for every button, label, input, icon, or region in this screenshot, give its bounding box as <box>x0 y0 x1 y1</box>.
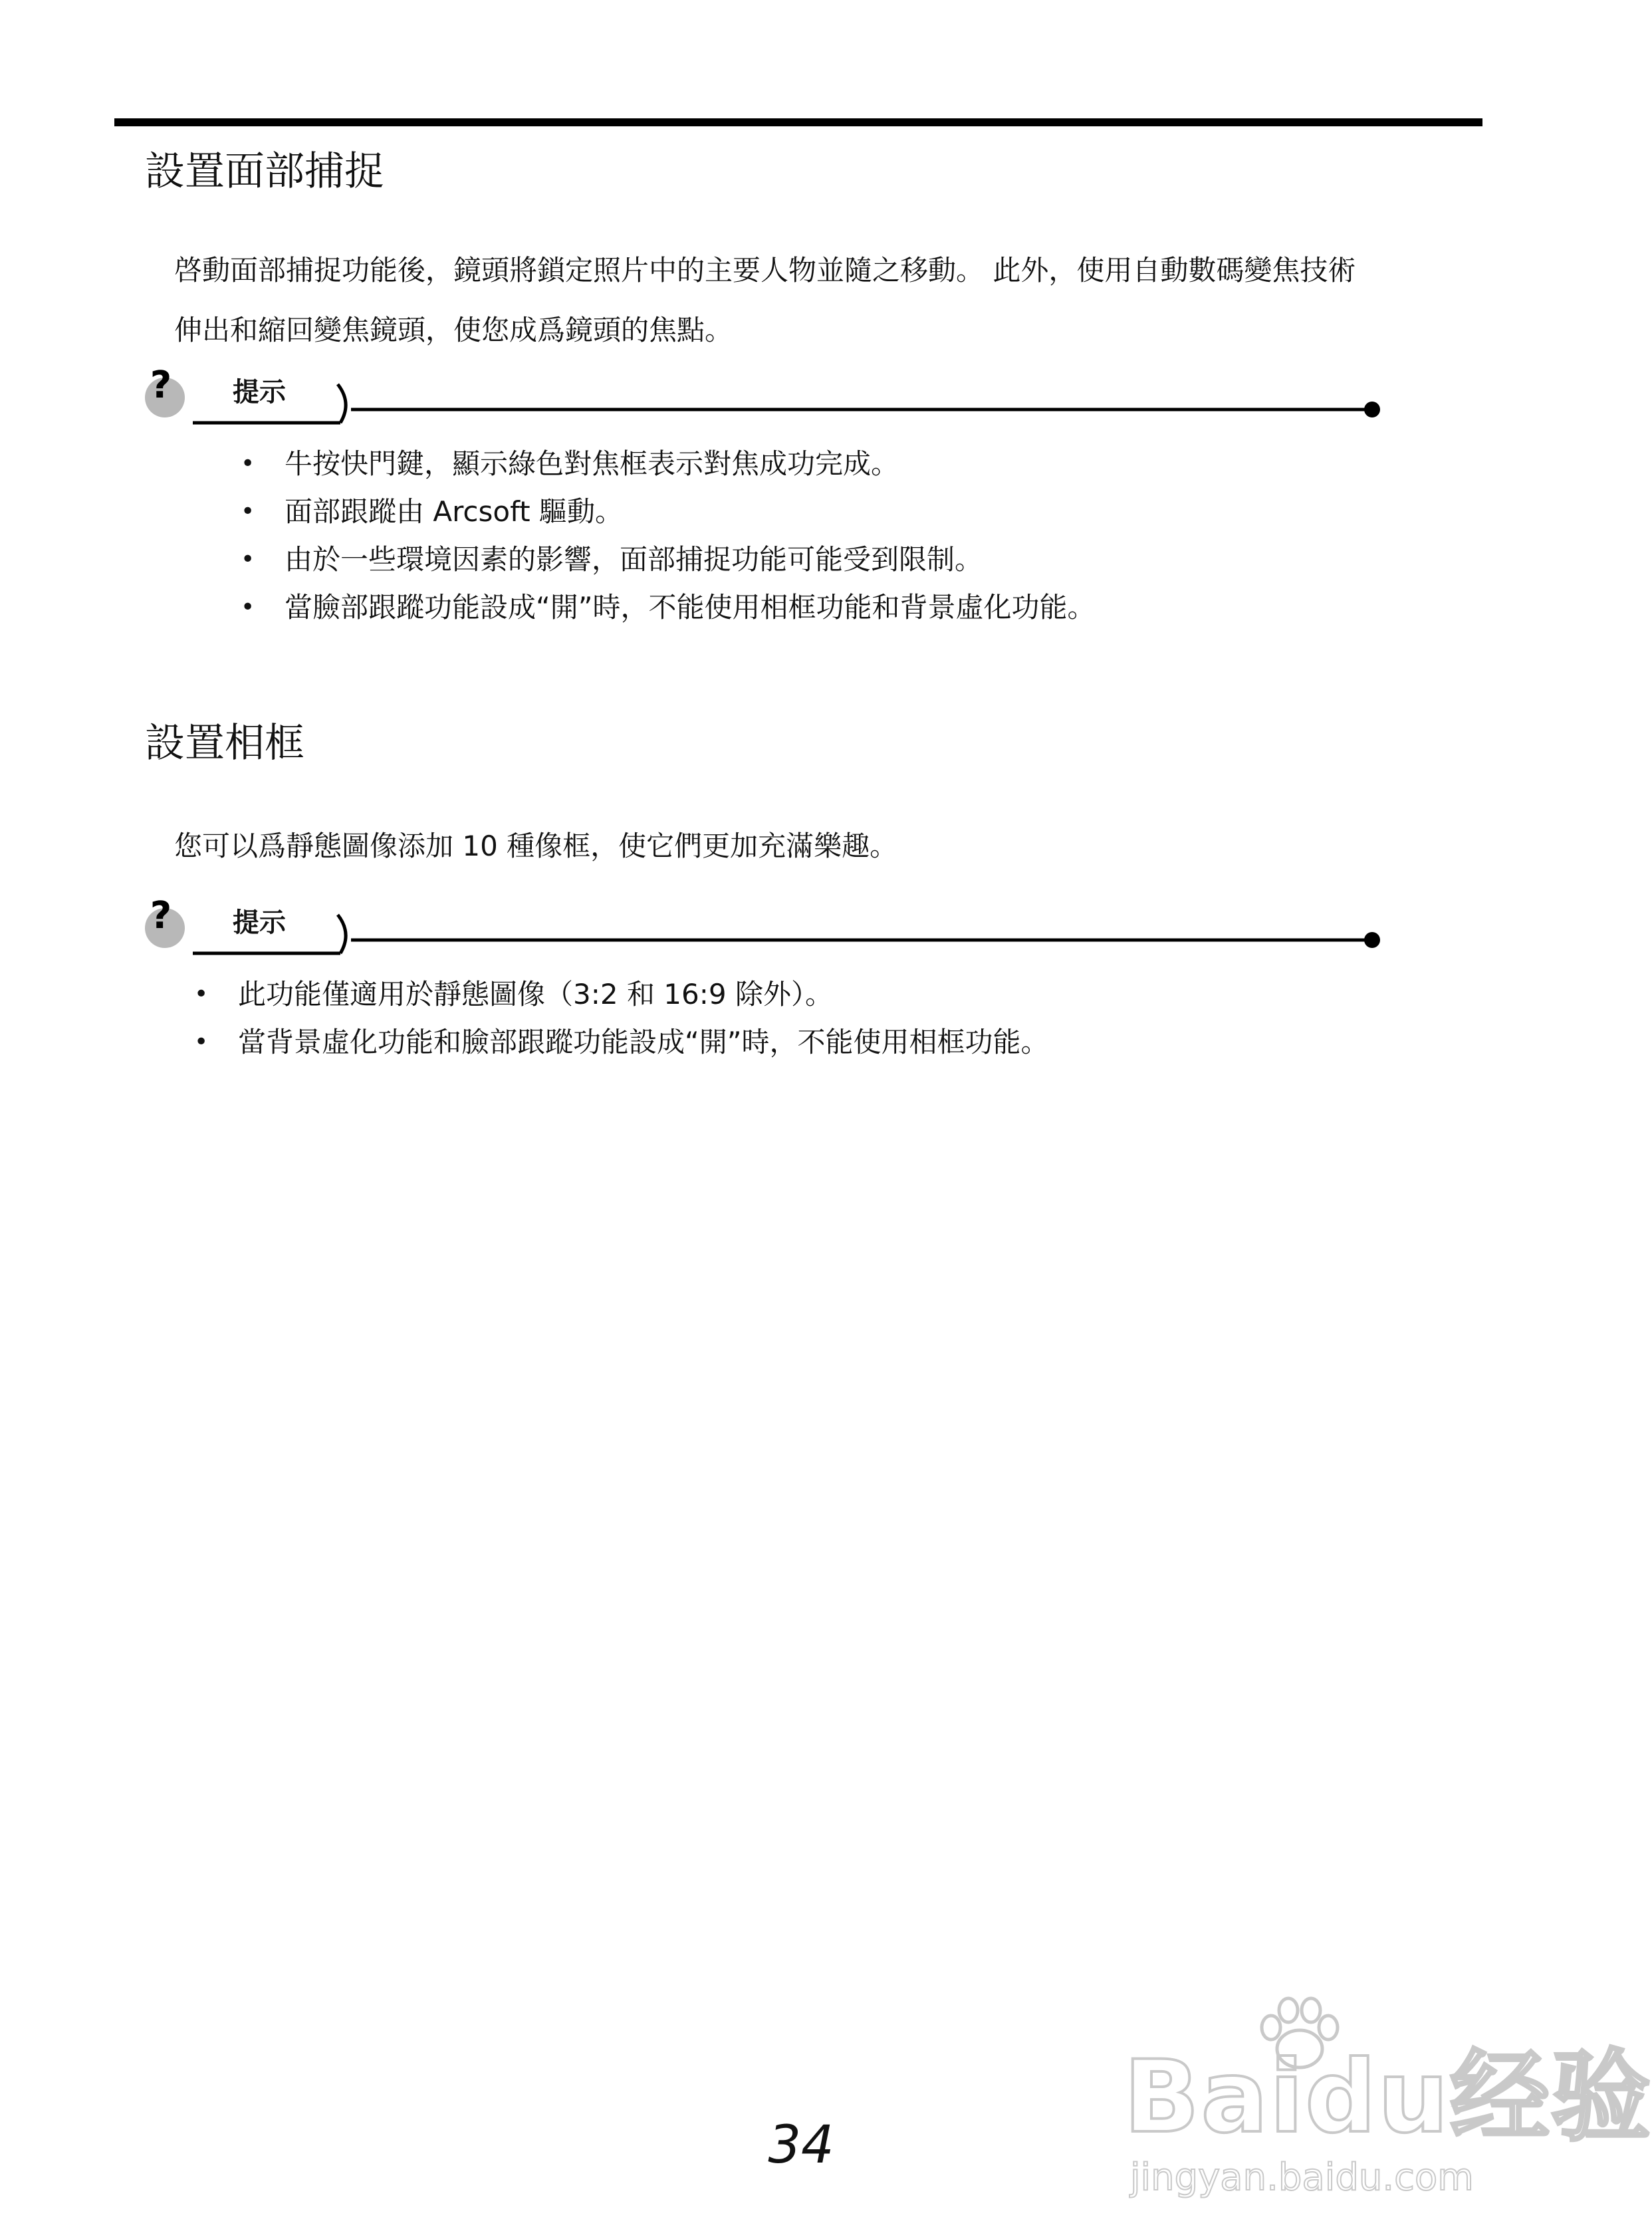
bullet: • <box>241 546 255 573</box>
tip-item <box>241 584 1096 632</box>
tip-list-face-capture <box>241 440 1096 632</box>
tip-text: 此功能僅適用於靜態圖像（3:2 和 16:9 除外）。 <box>238 978 833 1010</box>
tip-item <box>241 488 1096 536</box>
section-title-photo-frame: 設置相框 <box>145 720 304 766</box>
bullet: • <box>241 450 255 477</box>
tip-list-photo-frame <box>194 971 1049 1066</box>
tip-label: 提示 <box>233 377 286 408</box>
tip-icon-glyph: ? <box>150 894 172 937</box>
tip-text: 當背景虛化功能和臉部跟蹤功能設成“開”時，不能使用相框功能。 <box>238 1026 1049 1058</box>
bullet: • <box>194 981 209 1008</box>
tip-label: 提示 <box>233 907 286 938</box>
section-body-photo-frame <box>174 816 1482 876</box>
tip-item <box>194 971 1049 1018</box>
tip-header <box>141 895 1384 955</box>
watermark-url: jingyan.baidu.com <box>1130 2156 1474 2199</box>
tip-item <box>241 536 1096 584</box>
tip-icon-glyph: ? <box>150 364 172 407</box>
tip-item <box>194 1018 1049 1066</box>
tip-text: 牛按快門鍵，顯示綠色對焦框表示對焦成功完成。 <box>285 447 899 480</box>
bullet: • <box>241 498 255 525</box>
top-rule <box>114 118 1482 126</box>
section-body-face-capture <box>174 241 1482 360</box>
body-line: 啓動面部捕捉功能後，鏡頭將鎖定照片中的主要人物並隨之移動。 此外，使用自動數碼變焦技術 <box>174 254 1356 287</box>
body-line: 伸出和縮回變焦鏡頭，使您成爲鏡頭的焦點。 <box>174 314 733 346</box>
bullet: • <box>194 1028 209 1056</box>
baidu-jingyan-watermark <box>1123 1994 1652 2207</box>
body-line: 您可以爲靜態圖像添加 10 種像框，使它們更加充滿樂趣。 <box>174 830 898 862</box>
tip-rule <box>141 364 1384 424</box>
tip-rule <box>141 895 1384 955</box>
tip-item <box>241 440 1096 488</box>
page-number: 34 <box>768 2115 834 2175</box>
bullet: • <box>241 594 255 621</box>
tip-text: 當臉部跟蹤功能設成“開”時，不能使用相框功能和背景虛化功能。 <box>285 591 1096 624</box>
section-title-face-capture: 設置面部捕捉 <box>145 148 384 195</box>
tip-text: 面部跟蹤由 Arcsoft 驅動。 <box>285 495 623 528</box>
tip-header <box>141 364 1384 424</box>
watermark-brand: Baidu经验 <box>1123 2040 1652 2155</box>
tip-text: 由於一些環境因素的影響，面部捕捉功能可能受到限制。 <box>285 543 983 576</box>
